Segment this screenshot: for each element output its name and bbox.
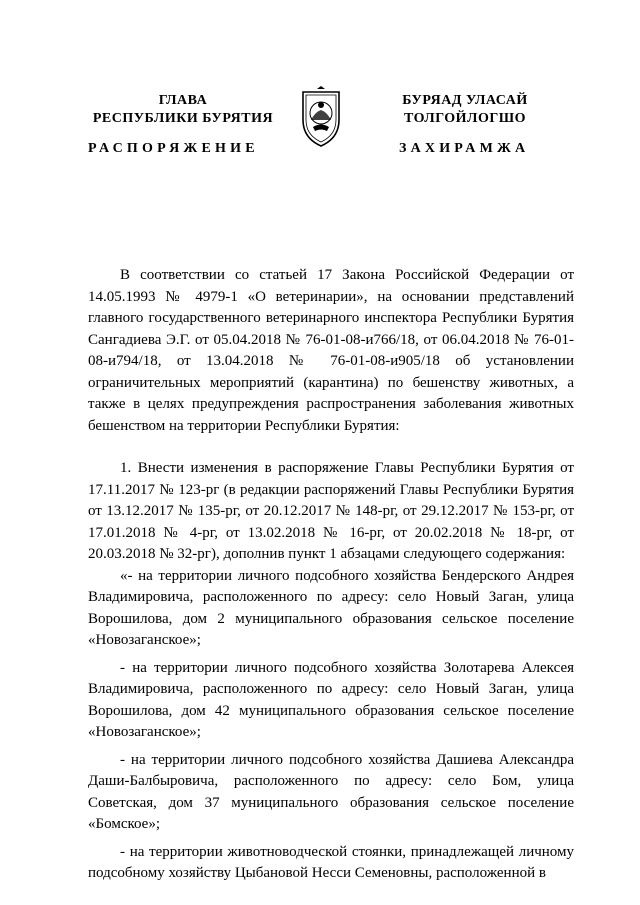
- document-type-ru: РАСПОРЯЖЕНИЕ: [88, 141, 259, 156]
- subitem-paragraph-2: - на территории личного подсобного хозяйства Золотарева Алексея Владимировича, расположенного по адресу: село Новый Заган, улица Ворошилова, дом 42 муниципального образования сельское поселение «Новозаганское»;: [88, 659, 574, 740]
- subitem-paragraph-4: - на территории животноводческой стоянки, принадлежащей личному подсобному хозяйству Цыбановой Несси Семеновны, расположенной в: [88, 843, 574, 881]
- coat-of-arms-icon: [295, 86, 347, 148]
- issuer-title-ru: [88, 92, 278, 128]
- subitem-paragraph-3: - на территории личного подсобного хозяйства Дашиева Александра Даши-Балбыровича, расположенного по адресу: село Бом, улица Советская, дом 37 муниципального образования сельское поселение «Бомское»;: [88, 751, 574, 832]
- issuer-line-1: ГЛАВА: [158, 93, 208, 108]
- document-body: [88, 265, 574, 885]
- preamble-paragraph: В соответствии со статьей 17 Закона Российской Федерации от 14.05.1993 № 4979-1 «О ветеринарии», на основании представлений главного государственного ветеринарного инспектора Республики Бурятия Сангадиева Э.Г. от 05.04.2018 № 76-01-08-и766/18, от 06.04.2018 № 76-01-08-и794/18, от 13.04.2018 № 76-01-08-и905/18 об установлении ограничительных мероприятий (карантина) по бешенству животных, а также в целях предупреждения распространения заболевания животных бешенством на территории Республики Бурятия:: [88, 267, 574, 434]
- issuer-line-2-bua: ТОЛГОЙЛОГШО: [403, 111, 527, 126]
- subitem-paragraph-1: «- на территории личного подсобного хозяйства Бендерского Андрея Владимировича, расположенного по адресу: село Новый Заган, улица Ворошилова, дом 2 муниципального образования сельское поселение «Новозаганское»;: [88, 567, 574, 648]
- issuer-line-2: РЕСПУБЛИКИ БУРЯТИЯ: [92, 111, 274, 126]
- item-1-paragraph: 1. Внести изменения в распоряжение Главы Республики Бурятия от 17.11.2017 № 123-рг (в редакции распоряжений Главы Республики Бурятия от 13.12.2017 № 135-рг, от 20.12.2017 № 148-рг, от 29.12.2017 № 153-рг, от 17.01.2018 № 4-рг, от 13.02.2018 № 16-рг, от 20.02.2018 № 18-рг, от 20.03.2018 № 32-рг), дополнив пункт 1 абзацами следующего содержания:: [88, 460, 574, 562]
- issuer-title-bua: [380, 92, 550, 128]
- document-type-bua: ЗАХИРАМЖА: [399, 141, 530, 156]
- issuer-line-1-bua: БУРЯАД УЛАСАЙ: [402, 93, 528, 108]
